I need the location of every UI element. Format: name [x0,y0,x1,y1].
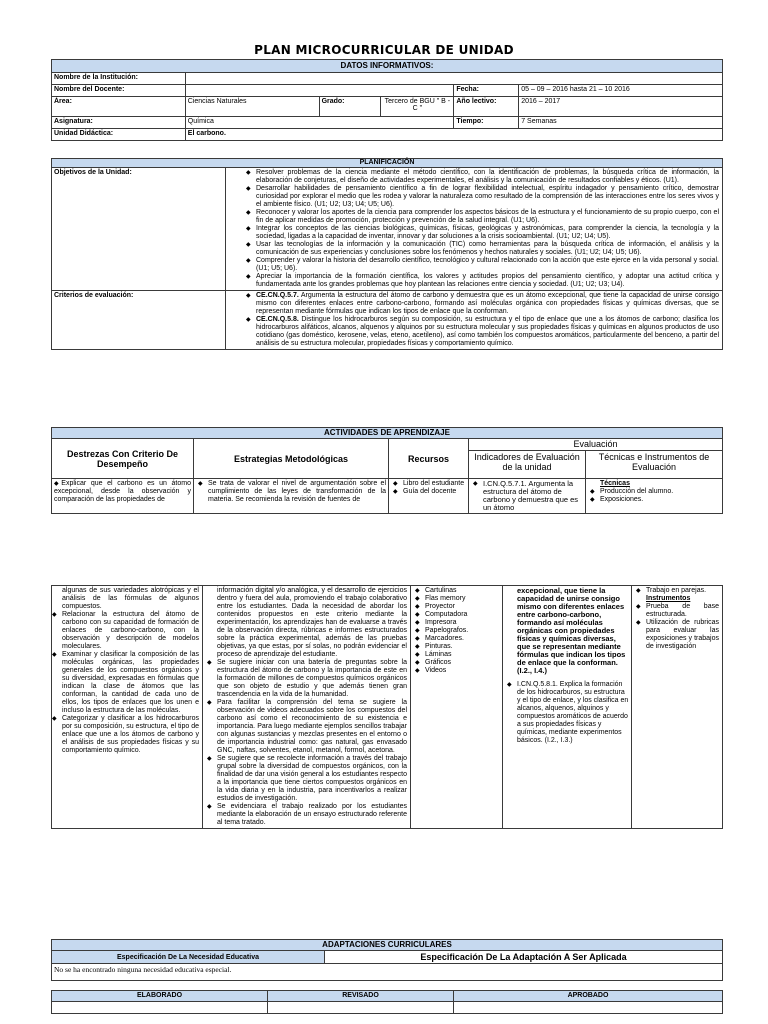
objetivos-label: Objetivos de la Unidad: [52,168,226,291]
recurso-item: ◆ Láminas [425,651,500,659]
unidad-label: Unidad Didáctica: [52,129,186,141]
destreza-item: ◆ Relacionar la estructura del átomo de carbono con su capacidad de formación de enlaces de carbono-carbono, con la observación y descripción de modelos moleculares. [62,611,199,651]
tiempo-label: Tiempo: [454,117,519,129]
revisado-label: REVISADO [268,991,454,1002]
adaptaciones-table [51,939,723,981]
adaptaciones-header: ADAPTACIONES CURRICULARES [52,940,723,951]
p1-destrezas: ◆Explicar que el carbono es un átomo excepcional, desde la observación y comparación de las propiedades de [52,479,194,514]
institucion-value [185,73,722,85]
grado-label: Grado: [319,97,381,117]
recurso-item: ◆ Impresora [425,619,500,627]
criterio-item [256,292,719,316]
destreza-item: ◆ Categorizar y clasificar a los hidrocarburos por su composición, su estructura, el tipo de enlace que une a los átomos de carbono y el análisis de sus propiedades físicas y su comportamiento químico. [62,715,199,755]
p1-indicador [469,479,586,514]
tecnica-item: ◆ Producción del alumno. [600,488,720,496]
estrategia-cont: información digital y/o analógica, y el desarrollo de ejercicios dentro y fuera del aula, promoviendo el trabajo colaborativo entre los estudiantes. Dada la necesidad de abordar los contenidos propuestos en este criterio mediante la experimentación, los aprendizajes han de evaluarse a través de la observación directa, rúbricas e informes estructurados sobre la práctica experimental, además de las pruebas objetivas, ya que estas, por sí solas, no podrán evidenciar el proceso de aprendizaje del estudiante. [217,587,407,658]
grado-value: Tercero de BGU " B - C " [381,97,454,117]
estrategia-item: ◆ Se sugiere iniciar con una batería de preguntas sobre la estructura del átomo de carbono y la importancia de este en la formación de millones de compuestos químicos orgánicos que son objeto de estudio y que además tienen gran trascendencia en la vida de la humanidad. [217,659,407,699]
p1-tecnicas [586,479,723,514]
recurso-item: ◆ Gráficos [425,659,500,667]
institucion-label: Nombre de la Institución: [52,73,186,85]
estrategia-item: ◆ Para facilitar la comprensión del tema se sugiere la observación de videos adecuados sobre los compuestos del carbono así como el reconocimiento de su existencia e importancia. Para luego mediante ejemplos sencillos trabajar con algunas sustancias y mezclas presentes en el entorno o de importancia industrial como: gas natural, gas envasado GNC, naftas, solventes, etanol, metanol, formol, acetona. [217,699,407,755]
criterio-text: Distingue los hidrocarburos según su composición, su estructura y el tipo de enlace que une a los átomos de carbono; clasifica los hidrocarburos alifáticos, alcanos, alquenos y alquinos por su estructura molecular y sus propiedades físicas y químicas en algunos productos de uso cotidiano (gas doméstico, kerosene, velas, eteno, acetileno), así como también los compuestos aromáticos, particularmente del benceno, a partir del análisis de su estructura molecular, propiedades físicas y comportamiento químico. [256,316,719,347]
fecha-value: 05 – 09 – 2016 hasta 21 – 10 2016 [519,85,723,97]
estrategia-item: ◆ Se sugiere que se recolecte información a través del trabajo grupal sobre la diversidad de compuestos orgánicos, con la finalidad de dar una visión general a los estudiantes respecto a la importancia que tiene ciertos compuestos orgánicos en la vida diaria y en la industria, para incentivarlos a realizar estudios de investigación. [217,755,407,803]
recurso-item: ◆ Marcadores. [425,635,500,643]
docente-label: Nombre del Docente: [52,85,186,97]
indicador-item: ◆ I.CN.Q.5.7.1. Argumenta la estructura del átomo de carbono y demuestra que es un átomo [483,480,583,512]
estrategia-item: ◆ Se trata de valorar el nivel de argumentación sobre el cumplimiento de las leyes de transformación de la materia. Se recomienda la revisión de fuentes de [208,480,386,504]
col-indicadores: Indicadores de Evaluación de la unidad [469,451,586,479]
planificacion-table [51,158,723,350]
col-recursos: Recursos [389,439,469,479]
objetivo-item: ◆ Integrar los conceptos de las ciencias biológicas, químicas, físicas, geológicas y astronómicas, para comprender la ciencia, la tecnología y la sociedad, ligadas a la capacidad de inventar, innovar y dar soluciones a la crisis socioambiental. (U1; U2; U4; U5). [256,225,719,241]
p1-recursos [389,479,469,514]
criterio-text: Argumenta la estructura del átomo de carbono y demuestra que es un átomo excepcional, que tiene la capacidad de unirse consigo mismo con diferentes enlaces entre carbono-carbono, formando así moléculas orgánica con propiedades físicas y químicas diversas, que se representan mediante fórmulas que indican los tipos de enlace que la conforman. [256,292,719,315]
objetivo-item: ◆ Reconocer y valorar los aportes de la ciencia para comprender los aspectos básicos de la estructura y el funcionamiento de su propio cuerpo, con el fin de aplicar medidas de promoción, protección y prevención de la salud integral. (U1; U6). [256,209,719,225]
recurso-item: ◆ Pinturas. [425,643,500,651]
objetivo-item: ◆ Desarrollar habilidades de pensamiento científico a fin de lograr flexibilidad intelectual, espíritu indagador y pensamiento crítico, demostrar curiosidad por explorar el medio que les rodea y valorar la naturaleza como resultado de la comprensión de las interacciones entre los seres vivos y el ambiente físico. (U1; U2; U3; U4; U5; U6). [256,185,719,209]
col-necesidad: Especificación De La Necesidad Educativa [52,951,325,964]
revisado-firma [268,1002,454,1014]
recurso-item: ◆ Cartulinas [425,587,500,595]
recurso-item: ◆ Computadora [425,611,500,619]
col-destrezas: Destrezas Con Criterio De Desempeño [52,439,194,479]
docente-value [185,85,454,97]
asignatura-label: Asignatura: [52,117,186,129]
p1-estrategias [194,479,389,514]
anio-value: 2016 – 2017 [519,97,723,117]
objetivo-item: ◆ Resolver problemas de la ciencia mediante el método científico, con la identificación de problemas, la búsqueda crítica de información, la elaboración de conjeturas, el diseño de actividades experimentales, el análisis y la comunicación de resultados confiables y éticos. (U1). [256,169,719,185]
instrumento-item: ◆ Utilización de rubricas para evaluar las exposiciones y trabajos de investigación [646,619,719,651]
necesidad-value: No se ha encontrado ninguna necesidad educativa especial. [52,964,723,981]
aprobado-label: APROBADO [454,991,723,1002]
p2-indicadores [503,586,632,829]
instrumento-item: ◆ Prueba de base estructurada. [646,603,719,619]
recurso-item: ◆ Papelografos. [425,627,500,635]
p2-tecnicas [632,586,723,829]
tecnica-item: ◆ Trabajo en parejas. [646,587,719,595]
actividades-table-part2 [51,585,723,829]
area-label: Área: [52,97,186,117]
elaborado-firma [52,1002,268,1014]
col-tecnicas: Técnicas e Instrumentos de Evaluación [586,451,723,479]
estrategia-item: ◆ Se evidenciara el trabajo realizado por los estudiantes mediante la elaboración de un ensayo estructurado referente al tema tratado. [217,803,407,827]
destreza-cont: algunas de sus variedades alotrópicas y el análisis de las fórmulas de algunos compuestos. [62,587,199,610]
recurso-item: ◆ Guía del docente [403,488,466,496]
indicador-cont: excepcional, que tiene la capacidad de unirse consigo mismo con diferentes enlaces entre carbono-carbono, formando así moléculas orgánicas con propiedades físicas y químicas diversas, que se representan mediante fórmulas que indican los tipos de enlace que la conforman. (I.2., I.4.) [517,586,626,675]
area-value: Ciencias Naturales [185,97,319,117]
p2-estrategias [203,586,411,829]
tecnica-item: ◆ Exposiciones. [600,496,720,504]
criterios-label: Criterios de evaluación: [52,291,226,350]
objetivo-item: ◆ Apreciar la importancia de la formación científica, los valores y actitudes propios del pensamiento científico, y adoptar una actitud crítica y fundamentada ante los grandes problemas que hoy plantean las relaciones entre ciencia y sociedad. (U1; U2; U3; U4). [256,273,719,289]
actividades-table-part1 [51,427,723,514]
objetivos-list [244,169,719,289]
planificacion-header: PLANIFICACIÓN [52,159,723,168]
indicador-item: ◆ I.CN.Q.5.8.1. Explica la formación de los hidrocarburos, su estructura y el tipo de enlace, y los clasifica en alcanos, alquenos, alquinos y compuestos aromáticos de acuerdo a sus propiedades físicas y químicas, mediante experimentos básicos. (I.2., I.3.) [517,681,629,745]
criterio-code: CE.CN.Q.5.7. [256,292,299,299]
col-estrategias: Estrategias Metodológicas [194,439,389,479]
criterio-code: CE.CN.Q.5.8. [256,316,299,323]
objetivo-item: ◆ Usar las tecnologías de la información y la comunicación (TIC) como herramientas para la búsqueda crítica de información, el análisis y la comunicación de sus experiencias y conclusiones sobre los fenómenos y hechos naturales y sociales. (U1; U2; U4; U5; U6). [256,241,719,257]
recurso-item: ◆ Videos [425,667,500,675]
col-evaluacion: Evaluación [469,439,723,451]
criterio-item [256,316,719,348]
elaborado-label: ELABORADO [52,991,268,1002]
instrumentos-label: Instrumentos [646,595,691,602]
datos-informativos-table [51,59,723,141]
objetivo-item: ◆ Comprender y valorar la historia del desarrollo científico, tecnológico y cultural relacionado con la acción que este ejerce en la vida personal y social. (U1; U5; U6). [256,257,719,273]
criterios-cell [226,291,723,350]
destreza-item: ◆ Examinar y clasificar la composición de las moléculas orgánicas, las propiedades generales de los compuestos orgánicos y su diversidad, expresadas en fórmulas que indican la clase de átomos que las conforman, la cantidad de cada uno de ellos, los tipos de enlaces que los unen e incluso la estructura de las moléculas. [62,651,199,715]
recurso-item: ◆ Flas memory [425,595,500,603]
firmas-table [51,990,723,1014]
criterios-list [244,292,719,348]
unidad-value: El carbono. [185,129,722,141]
aprobado-firma [454,1002,723,1014]
anio-label: Año lectivo: [454,97,519,117]
objetivos-cell [226,168,723,291]
recurso-item: ◆ Proyector [425,603,500,611]
fecha-label: Fecha: [454,85,519,97]
actividades-header: ACTIVIDADES DE APRENDIZAJE [52,428,723,439]
page-title: PLAN MICROCURRICULAR DE UNIDAD [254,43,514,57]
datos-header: DATOS INFORMATIVOS: [52,60,723,73]
p2-destrezas [52,586,203,829]
col-adaptacion: Especificación De La Adaptación A Ser Aplicada [325,951,723,964]
asignatura-value: Química [185,117,454,129]
tecnicas-label: Técnicas [600,480,630,487]
tiempo-value: 7 Semanas [519,117,723,129]
p2-recursos [411,586,503,829]
recurso-item: ◆ Libro del estudiante [403,480,466,488]
